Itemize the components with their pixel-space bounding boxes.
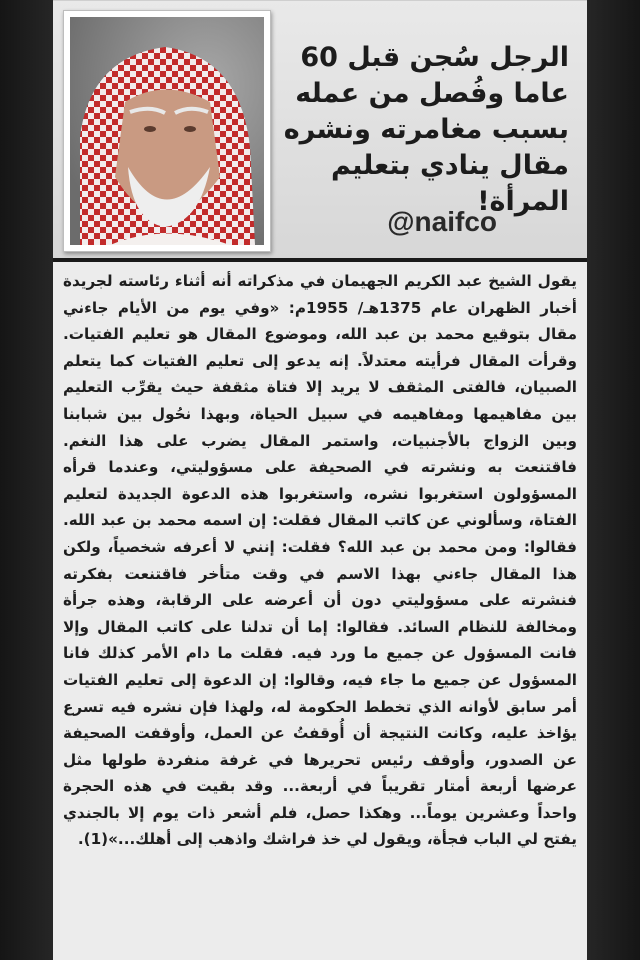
article-page <box>53 262 587 960</box>
headline: الرجل سُجن قبل 60 عاما وفُصل من عمله بسبب مغامرته ونشره مقال ينادي بتعليم المرأة! <box>283 42 569 217</box>
article-text: يقول الشيخ عبد الكريم الجهيمان في مذكراته أنه أثناء رئاسته لجريدة أخبار الظهران عام 1375هـ/ 1955م: «وفي يوم من الأيام جاءني مقال بتوقيع محمد بن عبد الله، وموضوع المقال هو تعليم الفتيات. وقرأت المقال فرأيته معتدلاً. إنه يدعو إلى تعليم الفتيات كما يتعلم الصبيان، فالفتى المثقف لا يريد إلا فتاة مثقفة حيث يقرِّب التعليم بين مفاهيمها ومفاهيمه في سبيل الحياة، وبهذا نحُول بين شبابنا وبين الزواج بالأجنبيات، واستمر المقال يضرب على هذا النغم. فاقتنعت به ونشرته في الصحيفة على مسؤوليتي، وعندما قرأه المسؤولون استغربوا نشره، واستغربوا هذه الدعوة الجديدة لتعليم الفتاة، وسألوني عن كاتب المقال فقلت: إن اسمه محمد بن عبد الله. فقالوا: ومن محمد بن عبد الله؟ فقلت: إنني لا أعرفه شخصياً، ولكن هذا المقال جاءني بهذا الاسم في وقت متأخر فاقتنعت بفكرته فنشرته على مسؤوليتي دون أن أعرضه على الرقابة، وهذه جرأة ومخالفة للنظام السائد. فقالوا: إما أن تدلنا على كاتب المقال وإلا فانت المسؤول عن جميع ما ورد فيه. فقلت ما دام الأمر كذلك فانا المسؤول عن جميع ما جاء فيه، وقالوا: إن الدعوة إلى تعليم الفتيات أمر سابق لأوانه الذي تخطط الحكومة له، ولهذا فإن نشره فيه تسرع يؤاخذ عليه، وكانت النتيجة أن أُوقفتُ عن العمل، وأوقفت الصحيفة عن الصدور، وأوقف رئيس تحريرها في غرفة منفردة طولها مثل عرضها أربعة أمتار تقريباً في أربعة... وقد بقيت في هذه الحجرة واحداً وعشرين يوماً... وهكذا حصل، فلم أشعر ذات يوم إلا بالجندي يفتح لي الباب فجأة، ويقول لي خذ فراشك واذهب إلى أهلك...»(1). <box>63 272 578 849</box>
header-card <box>53 0 587 258</box>
portrait-image <box>70 17 264 245</box>
right-dark-margin <box>587 0 640 960</box>
twitter-handle: @naifco <box>387 206 497 237</box>
portrait-photo <box>63 10 271 252</box>
left-dark-margin <box>0 0 53 960</box>
